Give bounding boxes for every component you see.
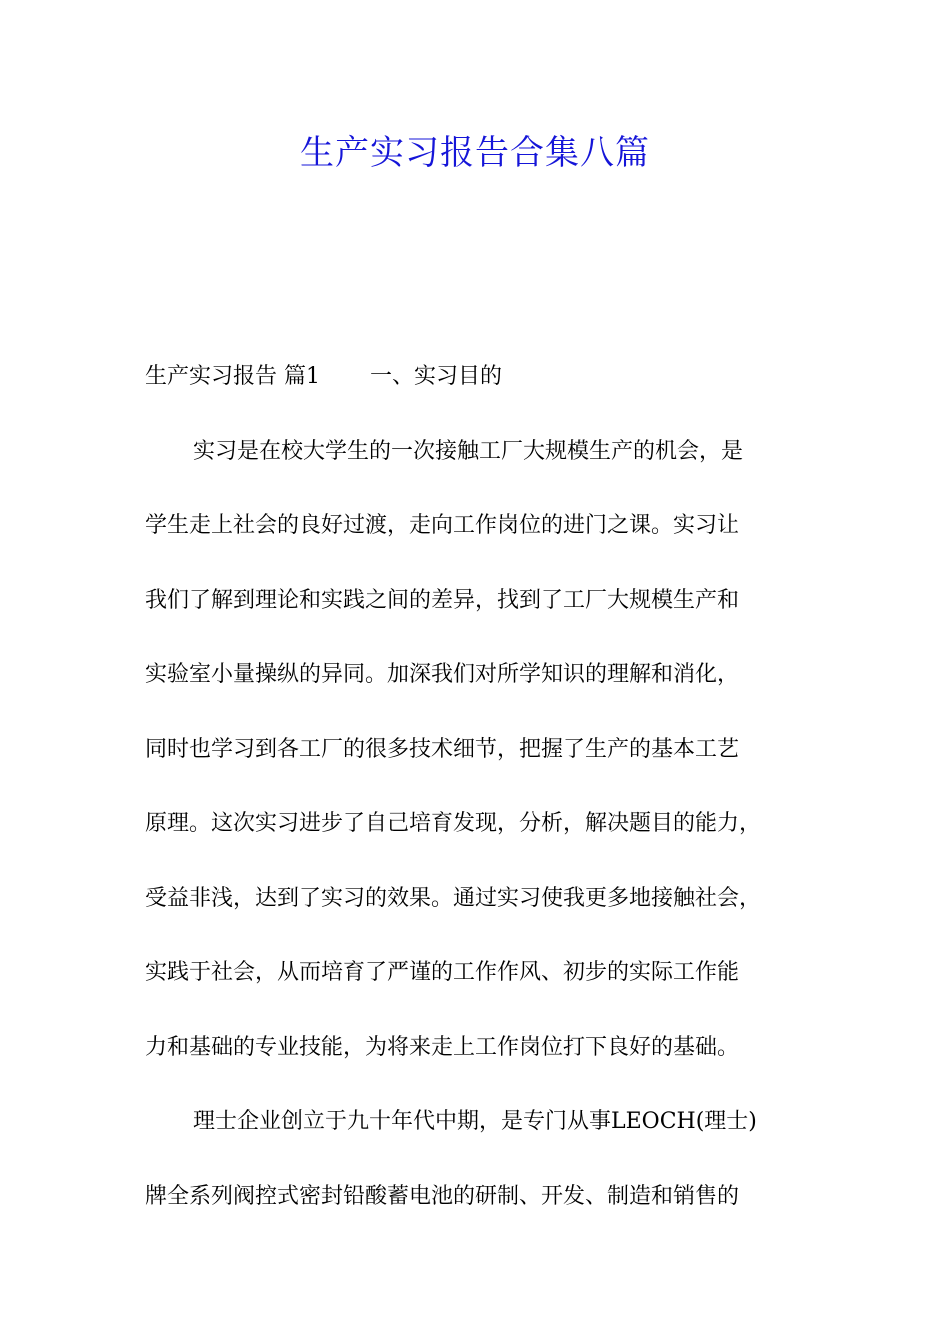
paragraph-line: 同时也学习到各工厂的很多技术细节，把握了生产的基本工艺	[145, 736, 740, 762]
paragraph-line: 理士企业创立于九十年代中期，是专门从事LEOCH(理士)	[193, 1109, 757, 1134]
paragraph-line: 力和基础的专业技能，为将来走上工作岗位打下良好的基础。	[145, 1034, 740, 1060]
paragraph-line: 实习是在校大学生的一次接触工厂大规模生产的机会，是	[193, 438, 744, 464]
paragraph-line: 原理。这次实习进步了自己培育发现，分析，解决题目的能力，	[145, 811, 762, 836]
subsection-heading: 一、实习目的	[370, 364, 503, 389]
paragraph-line: 牌全系列阀控式密封铅酸蓄电池的研制、开发、制造和销售的	[145, 1183, 740, 1209]
document-body	[145, 340, 835, 1234]
section-heading-line	[145, 340, 835, 415]
document-title: 生产实习报告合集八篇	[300, 133, 650, 173]
paragraph-line: 我们了解到理论和实践之间的差异，找到了工厂大规模生产和	[145, 587, 740, 613]
paragraph-line: 受益非浅，达到了实习的效果。通过实习使我更多地接触社会，	[145, 885, 762, 911]
section-heading: 生产实习报告 篇1	[145, 364, 320, 389]
paragraph-line: 实验室小量操纵的异同。加深我们对所学知识的理解和消化，	[145, 662, 740, 687]
paragraph-line: 学生走上社会的良好过渡，走向工作岗位的进门之课。实习让	[145, 513, 740, 538]
paragraph-line: 实践于社会，从而培育了严谨的工作作风、初步的实际工作能	[145, 960, 740, 985]
